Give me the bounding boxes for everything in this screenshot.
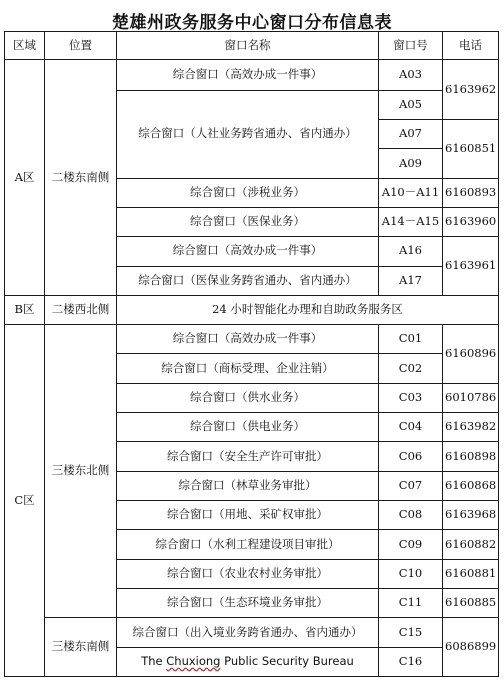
page-title: 楚雄州政务服务中心窗口分布信息表 [112,13,392,33]
phone-cell: 6160898 [443,442,499,471]
window-no-cell: C07 [379,471,443,500]
location-c2-cell: 三楼东南侧 [45,618,117,677]
window-no-cell: A05 [379,90,443,119]
window-name-cell: 综合窗口（高效办成一件事） [117,60,379,90]
window-no-cell: C01 [379,325,443,354]
header-window-no: 窗口号 [379,32,443,60]
location-b-cell: 二楼西北侧 [45,295,117,324]
header-window-name: 窗口名称 [117,32,379,60]
window-no-cell: A03 [379,60,443,90]
phone-cell: 6160893 [443,178,499,207]
window-no-cell: C15 [379,618,443,647]
phone-cell: 6163982 [443,413,499,442]
phone-cell: 6160851 [443,119,499,178]
table-row [5,618,499,647]
location-c1-cell: 三楼东北侧 [45,325,117,618]
window-no-cell: C16 [379,647,443,676]
phone-cell: 6163962 [443,60,499,120]
window-no-cell: C06 [379,442,443,471]
name-prefix: The [141,653,167,668]
header-location: 位置 [45,32,117,60]
window-name-cell: 综合窗口（供电业务） [117,413,379,442]
spellcheck-flagged-word: Chuxiong [166,653,221,668]
window-no-cell: C08 [379,501,443,530]
window-name-cell: 综合窗口（商标受理、企业注销） [117,354,379,383]
phone-cell: 6163961 [443,237,499,296]
phone-cell: 6160881 [443,559,499,588]
header-phone: 电话 [443,32,499,60]
window-no-cell: C04 [379,413,443,442]
window-no-cell: A10－A11 [379,178,443,207]
header-row [5,32,499,60]
area-c-cell: C区 [5,325,45,677]
location-a-cell: 二楼东南侧 [45,60,117,296]
window-name-cell: 综合窗口（供水业务） [117,383,379,412]
window-distribution-table [4,31,499,677]
phone-cell: 6163968 [443,501,499,530]
phone-cell: 6160885 [443,588,499,617]
table-row [5,325,499,354]
header-area: 区域 [5,32,45,60]
window-name-cell: 综合窗口（水利工程建设项目审批） [117,530,379,559]
phone-cell: 6160896 [443,325,499,384]
window-no-cell: C09 [379,530,443,559]
phone-cell: 6010786 [443,383,499,412]
window-no-cell: A07 [379,119,443,148]
window-no-cell: C10 [379,559,443,588]
window-name-cell: 综合窗口（高效办成一件事） [117,325,379,354]
area-b-cell: B区 [5,295,45,324]
window-name-cell: 综合窗口（医保业务） [117,207,379,236]
window-name-cell: 综合窗口（农业农村业务审批） [117,559,379,588]
phone-cell: 6160868 [443,471,499,500]
phone-cell: 6163960 [443,207,499,236]
window-no-cell: A09 [379,149,443,178]
window-name-cell: 综合窗口（医保业务跨省通办、省内通办） [117,266,379,295]
window-name-cell: 综合窗口（人社业务跨省通办、省内通办） [117,90,379,178]
window-name-cell: 综合窗口（涉税业务） [117,178,379,207]
window-no-cell: A17 [379,266,443,295]
window-name-cell [117,647,379,676]
window-no-cell: C03 [379,383,443,412]
window-no-cell: C02 [379,354,443,383]
window-name-cell: 综合窗口（生态环境业务审批） [117,588,379,617]
phone-cell: 6160882 [443,530,499,559]
window-no-cell: A16 [379,237,443,266]
window-no-cell: C11 [379,588,443,617]
table-row [5,60,499,90]
phone-cell: 6086899 [443,618,499,677]
window-name-cell: 综合窗口（出入境业务跨省通办、省内通办） [117,618,379,647]
window-name-cell: 综合窗口（安全生产许可审批） [117,442,379,471]
area-a-cell: A区 [5,60,45,296]
window-no-cell: A14－A15 [379,207,443,236]
window-name-cell: 综合窗口（林草业务审批） [117,471,379,500]
table-row [5,295,499,324]
name-suffix: Public Security Bureau [220,653,354,668]
b-zone-description: 24 小时智能化办理和自助政务服务区 [117,295,499,324]
window-name-cell: 综合窗口（高效办成一件事） [117,237,379,266]
window-name-cell: 综合窗口（用地、采矿权审批） [117,501,379,530]
